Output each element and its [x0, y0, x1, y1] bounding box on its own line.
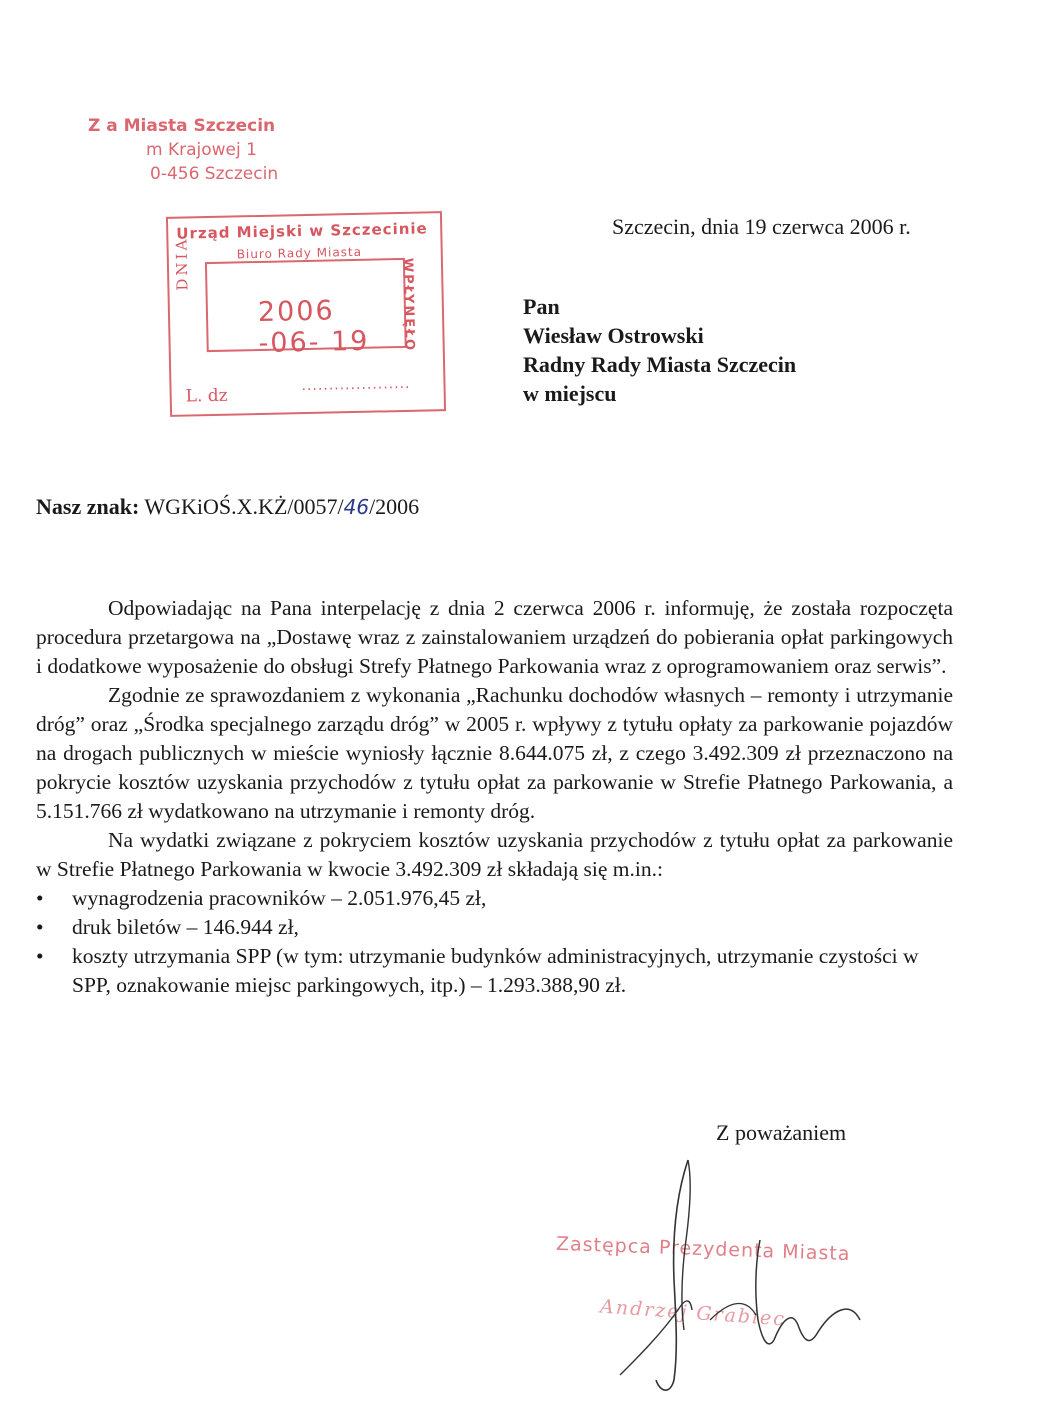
paragraph: Zgodnie ze sprawozdaniem z wykonania „Rachunku dochodów własnych – remonty i utrzymanie dróg” oraz „Środka specjalnego zarządu dróg” w 2005 r. wpływy z tytułu opłaty za parkowanie pojazdów na drogach publicznych w mieście wyniosły łącznie 8.644.075 zł, z czego 3.492.309 zł przeznaczono na pokrycie kosztów uzyskania przychodów z tytułu opłat za parkowanie w Strefie Płatnego Parkowania, a 5.151.766 zł wydatkowano na utrzymanie i remonty dróg. — [36, 683, 953, 823]
place-date: Szczecin, dnia 19 czerwca 2006 r. — [612, 214, 911, 239]
addressee-line: Radny Rady Miasta Szczecin — [523, 352, 797, 377]
addressee-block — [523, 292, 796, 408]
reference-label: Nasz znak: — [36, 494, 140, 519]
list-item-text: druk biletów – 146.944 zł, — [72, 915, 299, 939]
sender-stamp-line3: 0-456 Szczecin — [150, 164, 279, 184]
registry-stamp-ldz: L. dz — [185, 385, 228, 407]
list-item — [36, 913, 953, 942]
registry-stamp-date: 2006 -06- 19 — [257, 295, 370, 359]
registry-stamp — [166, 211, 446, 417]
addressee-line: Wiesław Ostrowski — [523, 323, 704, 348]
registry-stamp-dept: Biuro Rady Miasta — [236, 244, 363, 262]
addressee-line: Pan — [523, 294, 560, 319]
reference-handwritten: 46 — [343, 495, 370, 519]
sender-stamp — [88, 114, 388, 186]
registry-stamp-org: Urząd Miejski w Szczecinie — [176, 219, 428, 243]
list-item-text: koszty utrzymania SPP (w tym: utrzymanie budynków administracyjnych, utrzymanie czystości w SPP, oznakowanie miejsc parkingowych, itp.) – 1.293.388,90 zł. — [72, 944, 919, 997]
signatory-name-stamp: Andrzej Grabiec — [599, 1295, 787, 1331]
list-item — [36, 942, 953, 1000]
bullet-icon: • — [36, 886, 44, 910]
registry-stamp-date-box — [205, 258, 407, 359]
letter-body — [36, 594, 953, 1000]
closing: Z poważaniem — [716, 1120, 847, 1145]
bullet-icon: • — [36, 915, 44, 939]
reference-suffix: /2006 — [369, 494, 420, 519]
signatory-title-stamp: Zastępca Prezydenta Miasta — [555, 1232, 851, 1266]
registry-stamp-side-left: DNIA — [172, 236, 192, 291]
sender-stamp-line2: m Krajowej 1 — [146, 140, 257, 160]
expense-list — [36, 884, 953, 1000]
registry-stamp-side-right: WPŁYNĘŁO — [399, 257, 417, 353]
reference-prefix: WGKiOŚ.X.KŻ/0057/ — [144, 494, 344, 519]
list-item — [36, 884, 953, 913]
paragraph: Na wydatki związane z pokryciem kosztów uzyskania przychodów z tytułu opłat za parkowanie w Strefie Płatnego Parkowania w kwocie 3.492.309 zł składają się m.in.: — [36, 828, 953, 881]
paragraph: Odpowiadając na Pana interpelację z dnia 2 czerwca 2006 r. informuję, że została rozpoczęta procedura przetargowa na „Dostawę wraz z zainstalowaniem urządzeń do pobierania opłat parkingowych i dodatkowe wyposażenie do obsługi Strefy Płatnego Parkowania wraz z oprogramowaniem oraz serwis”. — [36, 596, 953, 678]
addressee-line: w miejscu — [523, 381, 617, 406]
reference-number — [36, 494, 419, 520]
registry-stamp-dots: .................... — [301, 375, 411, 395]
bullet-icon: • — [36, 944, 44, 968]
sender-stamp-line1: Z a Miasta Szczecin — [88, 116, 276, 136]
list-item-text: wynagrodzenia pracowników – 2.051.976,45 zł, — [72, 886, 487, 910]
handwritten-signature — [560, 1150, 880, 1400]
